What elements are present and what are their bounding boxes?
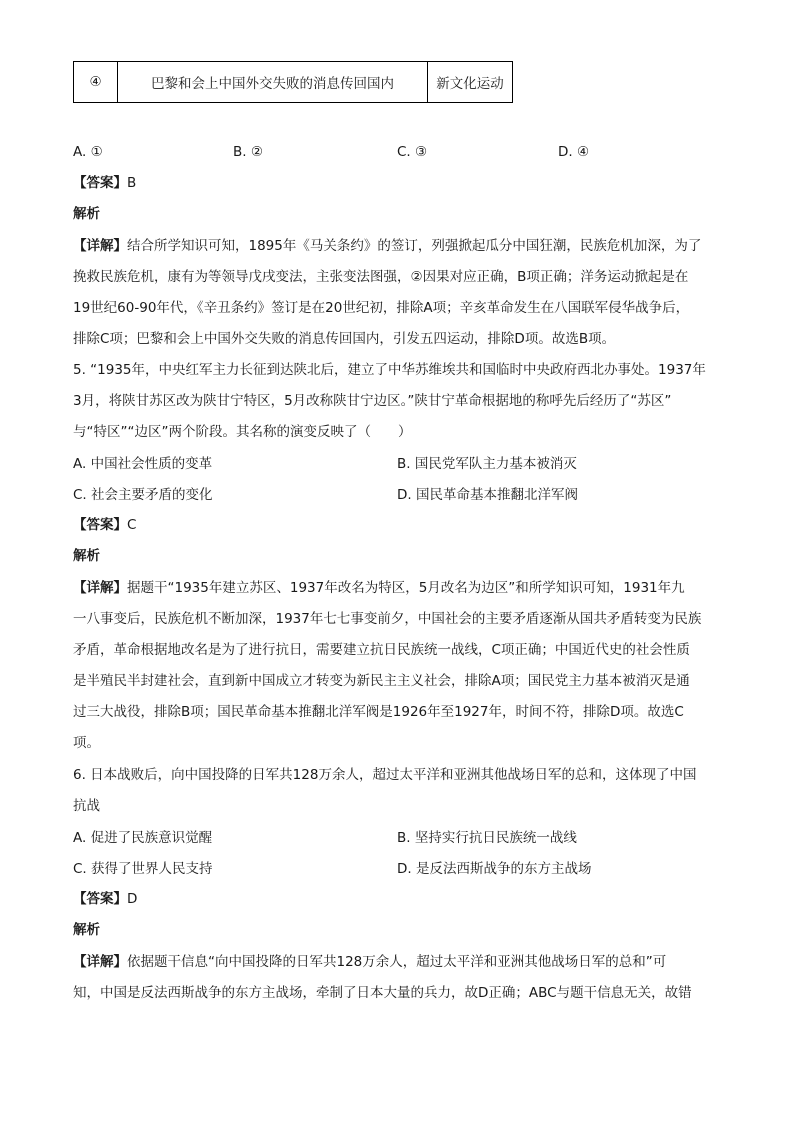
q6-option-b: B. 坚持实行抗日民族统一战线 <box>397 830 577 846</box>
q4-detail-line-1: 【详解】结合所学知识可知，1895年《马关条约》的签订，列强掀起瓜分中国狂潮，民族危机加深，为了 <box>73 238 702 254</box>
detail-label: 【详解】 <box>73 238 127 254</box>
table-cell-number: ④ <box>74 62 118 103</box>
q6-analysis-heading: 解析 <box>73 922 100 938</box>
q4-option-b: B. ② <box>233 144 263 160</box>
q6-option-d: D. 是反法西斯战争的东方主战场 <box>397 861 592 877</box>
q5-analysis-heading: 解析 <box>73 548 100 564</box>
q5-detail-line-4: 是半殖民半封建社会，直到新中国成立才转变为新民主主义社会，排除A项；国民党主力基本被消灭是通 <box>73 673 690 689</box>
q4-option-d: D. ④ <box>558 144 590 160</box>
table-cell-result: 新文化运动 <box>428 62 513 103</box>
q4-detail-line-2: 挽救民族危机，康有为等领导戊戌变法，主张变法图强，②因果对应正确，B项正确；洋务运动掀起是在 <box>73 269 689 285</box>
q4-detail-line-3: 19世纪60-90年代，《辛丑条约》签订是在20世纪初，排除A项；辛亥革命发生在八国联军侵华战争后， <box>73 300 690 316</box>
answer-value: B <box>127 175 137 191</box>
q6-stem-line-2: 抗战 <box>73 798 100 814</box>
q6-detail-line-2: 知，中国是反法西斯战争的东方主战场，牵制了日本大量的兵力，故D正确；ABC与题干信息无关，故错 <box>73 985 692 1001</box>
q5-detail-line-2: 一八事变后，民族危机不断加深，1937年七七事变前夕，中国社会的主要矛盾逐渐从国共矛盾转变为民族 <box>73 611 702 627</box>
q6-answer: 【答案】D <box>73 891 138 907</box>
q4-option-a: A. ① <box>73 144 103 160</box>
q5-detail-line-6: 项。 <box>73 735 100 751</box>
q5-stem-line-2: 3月，将陕甘苏区改为陕甘宁特区，5月改称陕甘宁边区。”陕甘宁革命根据地的称呼先后经历了“苏区” <box>73 393 672 409</box>
q5-answer: 【答案】C <box>73 517 137 533</box>
q5-option-a: A. 中国社会性质的变革 <box>73 456 213 472</box>
q6-stem-line-1: 6. 日本战败后，向中国投降的日军共128万余人，超过太平洋和亚洲其他战场日军的总和，这体现了中国 <box>73 767 697 783</box>
table-cell-event: 巴黎和会上中国外交失败的消息传回国内 <box>118 62 428 103</box>
q6-detail-line-1: 【详解】依据题干信息“向中国投降的日军共128万余人，超过太平洋和亚洲其他战场日军的总和”可 <box>73 954 667 970</box>
q5-detail-line-5: 过三大战役，排除B项；国民革命基本推翻北洋军阀是1926年至1927年，时间不符，排除D项。故选C <box>73 704 684 720</box>
q5-option-d: D. 国民革命基本推翻北洋军阀 <box>397 487 578 503</box>
q6-option-c: C. 获得了世界人民支持 <box>73 861 213 877</box>
q4-analysis-heading: 解析 <box>73 206 100 222</box>
q4-answer <box>73 174 733 192</box>
q5-option-b: B. 国民党军队主力基本被消灭 <box>397 456 577 472</box>
q6-option-a: A. 促进了民族意识觉醒 <box>73 830 213 846</box>
q5-detail-line-1: 【详解】据题干“1935年建立苏区、1937年改名为特区，5月改名为边区”和所学知识可知，1931年九 <box>73 580 685 596</box>
option-table <box>73 61 513 103</box>
q4-detail-line-4: 排除C项；巴黎和会上中国外交失败的消息传回国内，引发五四运动，排除D项。故选B项。 <box>73 331 616 347</box>
q5-detail-line-3: 矛盾，革命根据地改名是为了进行抗日，需要建立抗日民族统一战线，C项正确；中国近代史的社会性质 <box>73 642 690 658</box>
q4-option-c: C. ③ <box>397 144 428 160</box>
answer-label: 【答案】 <box>73 175 127 191</box>
q5-stem-line-1: 5. “1935年，中央红军主力长征到达陕北后，建立了中华苏维埃共和国临时中央政府西北办事处。1937年 <box>73 362 706 378</box>
table-row <box>74 62 513 103</box>
q5-stem-line-3: 与“特区”“边区”两个阶段。其名称的演变反映了（ ） <box>73 424 412 440</box>
q5-option-c: C. 社会主要矛盾的变化 <box>73 487 213 503</box>
